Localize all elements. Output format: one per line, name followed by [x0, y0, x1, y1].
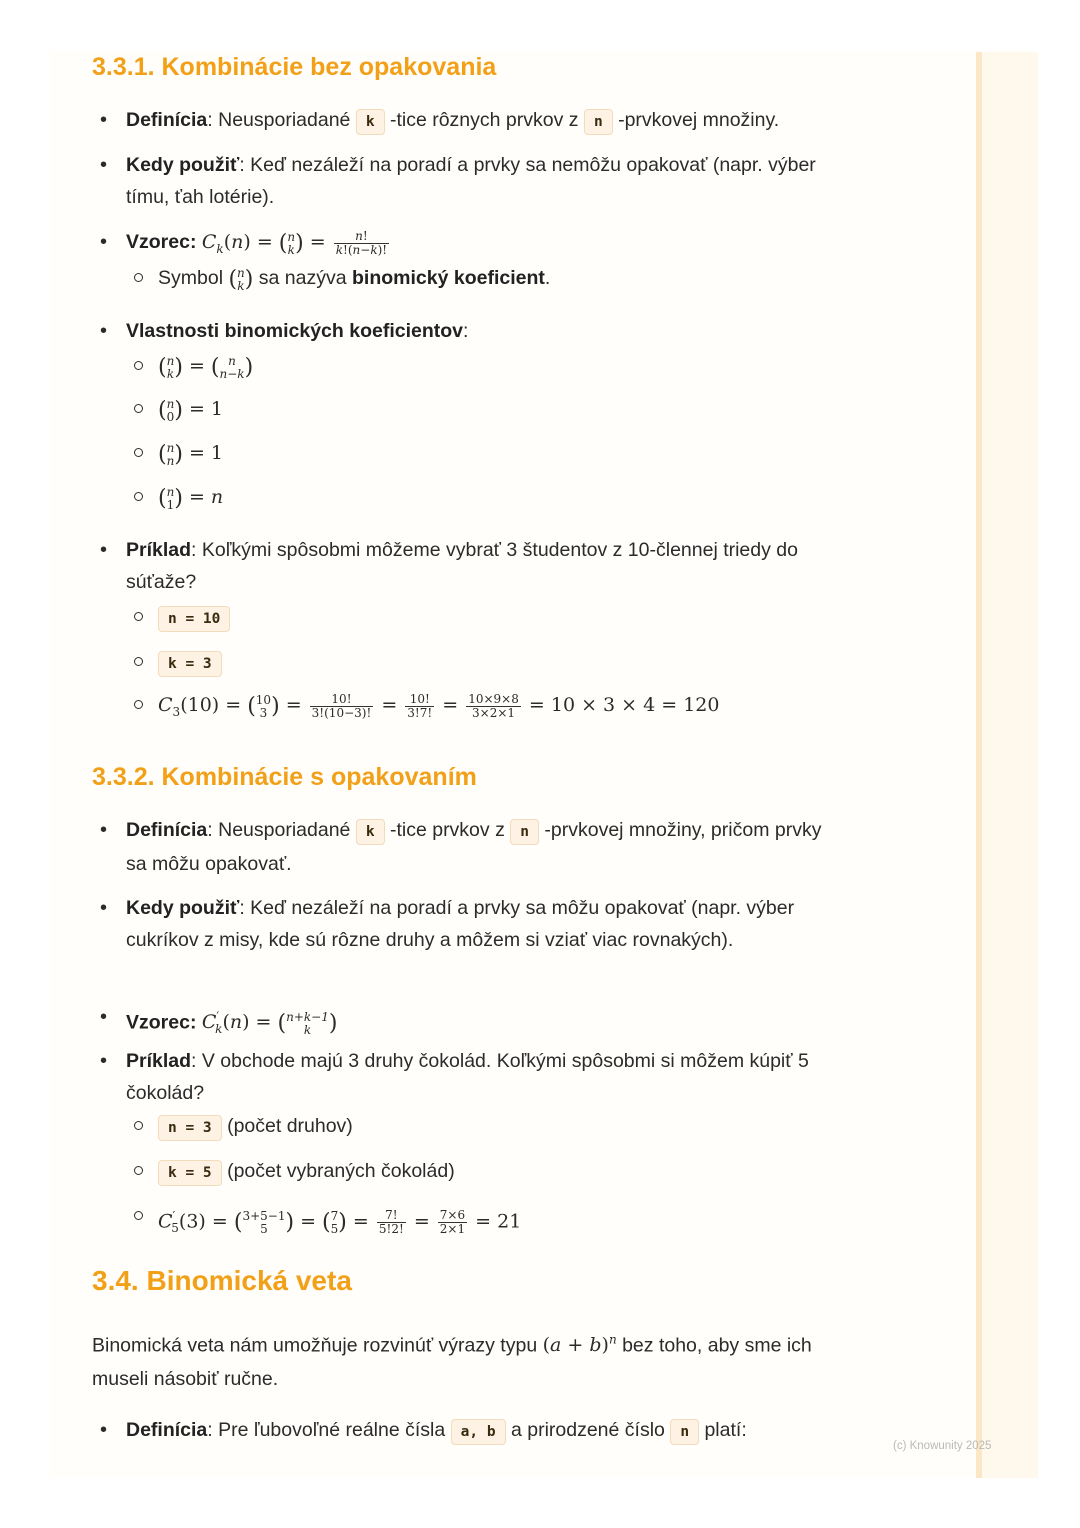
when-to-use-item: • Kedy použiť: Keď nezáleží na poradí a prvky sa nemôžu opakovať (napr. výber tímu, ťah lotérie). [126, 149, 846, 213]
formula-combination-repetition: $C'_k(n)$ = ( n+k−1 k ) [201, 1009, 338, 1037]
property-one: ( n 1 ) = n [158, 481, 223, 515]
formula-item-2: • Vzorec: $C'_k(n)$ = ( n+k−1 k ) [126, 1001, 846, 1045]
code-k: k [356, 109, 385, 135]
property-zero: ( n 0 ) = 1 [158, 393, 223, 427]
binomial-intro: Binomická veta nám umožňuje rozvinúť výrazy typu $(a + b)^n$ bez toho, aby sme ich museli násobiť ručne. [92, 1333, 812, 1391]
property-n: ( n n ) = 1 [158, 437, 223, 471]
definition-item-2: • Definícia: Neusporiadané k -tice prvkov z n -prvkovej množiny, pričom prvky sa môžu opakovať. [126, 814, 846, 880]
example-calculation-2: $C'_5(3)$ = ( 3+5−1 5 ) = ( 7 5 ) = $\frac{7!}{5!2!}$ = $\frac{7\times 6}{2\times 1}$ = 21 [158, 1200, 521, 1244]
formula-item: • Vzorec: $C_k(n)$ = ( n k ) = $\frac{n!}{k!(n-k)!}$ [126, 226, 846, 265]
copyright-text: (c) Knowunity 2025 [893, 1440, 992, 1452]
section-3-3-1-title: 3.3.1. Kombinácie bez opakovania [92, 53, 497, 81]
example-n-value: n = 10 [158, 601, 230, 635]
code-k: k [356, 819, 385, 845]
property-symmetry: ( n k ) = ( n n−k ) [158, 350, 253, 384]
properties-item: • Vlastnosti binomických koeficientov: [126, 315, 846, 347]
example-k-value-2: k = 5 (počet vybraných čokolád) [158, 1155, 455, 1189]
code-n: n [584, 109, 613, 135]
example-calculation: $C_3(10)$ = ( 10 3 ) = $\frac{10!}{3!(10-3)!}$ = $\frac{10!}{3!7!}$ = $\frac{10\times 9\times 8}{3\times 2\times 1}$ = 10 × 3 × 4 = 120 [158, 689, 719, 728]
example-n-value-2: n = 3 (počet druhov) [158, 1110, 353, 1144]
example-item-2: • Príklad: V obchode majú 3 druhy čokolád. Koľkými spôsobmi si môžem kúpiť 5 čokolád? [126, 1045, 846, 1109]
definition-item: • Definícia: Neusporiadané k -tice rôznych prvkov z n -prvkovej množiny. [126, 104, 846, 138]
example-k-value: k = 3 [158, 646, 222, 680]
right-margin-bar [976, 52, 1038, 1478]
binomial-definition-item: • Definícia: Pre ľubovoľné reálne čísla a, b a prirodzené číslo n platí: [126, 1414, 846, 1448]
example-item: • Príklad: Koľkými spôsobmi môžeme vybrať 3 študentov z 10-člennej triedy do súťaže? [126, 534, 846, 598]
code-a-b: a, b [451, 1419, 506, 1445]
code-n: n [670, 1419, 699, 1445]
section-3-3-2-title: 3.3.2. Kombinácie s opakovaním [92, 763, 477, 791]
symbol-item: Symbol ( n k ) sa nazýva binomický koeficient. [158, 262, 550, 296]
code-n: n [510, 819, 539, 845]
when-to-use-item-2: • Kedy použiť: Keď nezáleží na poradí a prvky sa môžu opakovať (napr. výber cukríkov z misy, kde sú rôzne druhy a môžem si vziať viac rovnakých). [126, 892, 846, 956]
section-3-4-title: 3.4. Binomická veta [92, 1265, 352, 1296]
page [50, 50, 1030, 1478]
formula-combination: $C_k(n)$ = ( n k ) = $\frac{n!}{k!(n-k)!}$ [201, 228, 388, 257]
